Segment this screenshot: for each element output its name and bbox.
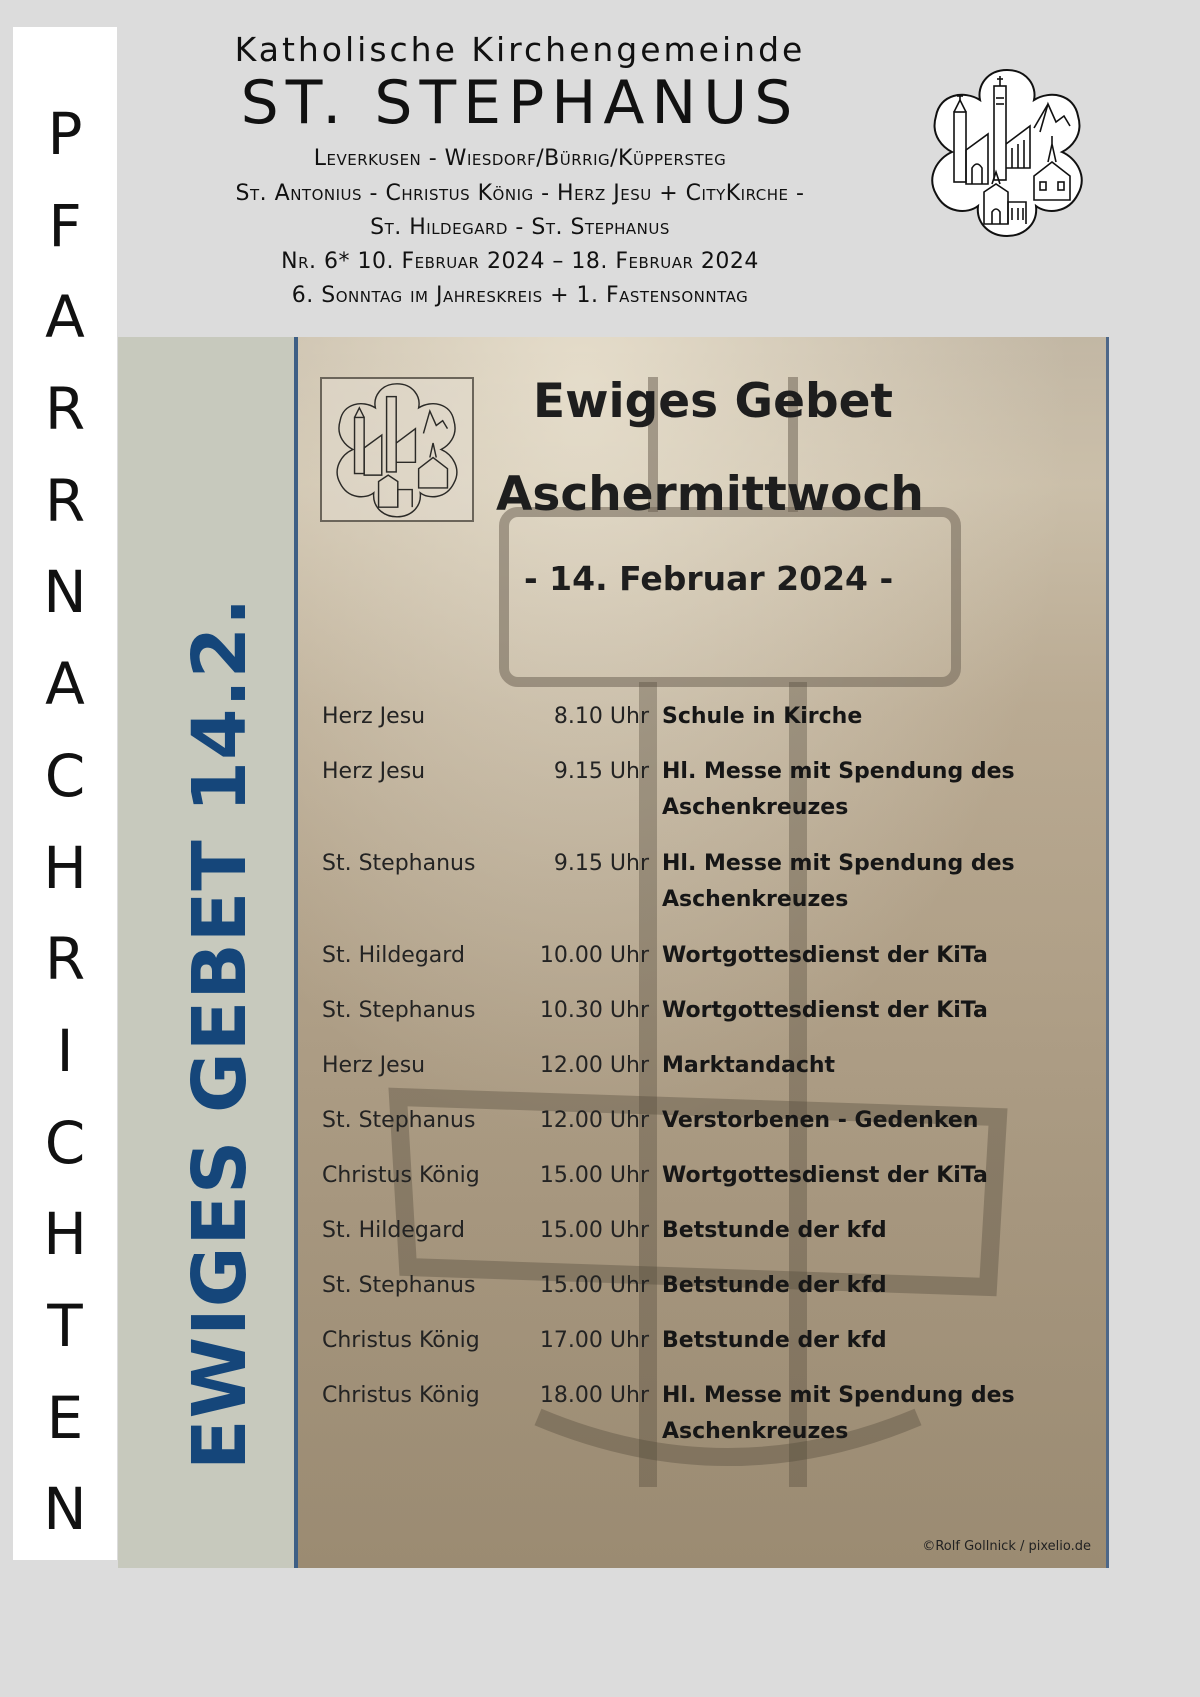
schedule-location: Herz Jesu	[322, 759, 426, 784]
schedule-time: 10.00 Uhr	[539, 943, 649, 968]
schedule-time: 18.00 Uhr	[539, 1383, 649, 1408]
schedule-location: St. Hildegard	[322, 1218, 465, 1243]
schedule-time: 10.30 Uhr	[539, 998, 649, 1023]
schedule-row	[322, 754, 1082, 846]
poster-parish-logo	[320, 377, 474, 522]
vertical-title-letter: C	[44, 1108, 86, 1177]
schedule-row	[322, 846, 1082, 938]
churches-line-2: St. Hildegard - St. Stephanus	[370, 215, 670, 240]
schedule-location: Herz Jesu	[322, 1053, 426, 1078]
vertical-title-letter: N	[43, 1475, 87, 1544]
poster-date: - 14. Februar 2024 -	[524, 559, 894, 598]
schedule-time: 15.00 Uhr	[539, 1273, 649, 1298]
schedule-time: 15.00 Uhr	[539, 1163, 649, 1188]
schedule-time: 8.10 Uhr	[553, 704, 649, 729]
schedule-event: Wortgottesdienst der KiTa	[662, 998, 988, 1023]
vertical-title-letter: H	[43, 1200, 87, 1269]
photo-credit: ©Rolf Gollnick / pixelio.de	[922, 1539, 1091, 1554]
parish-logo	[922, 64, 1092, 240]
vertical-title-letter: I	[56, 1016, 74, 1085]
schedule-event: Marktandacht	[662, 1053, 836, 1078]
vertical-title-letter: R	[44, 925, 86, 994]
schedule-time: 12.00 Uhr	[539, 1108, 649, 1133]
schedule-location: Christus König	[322, 1383, 480, 1408]
schedule-row	[322, 1268, 1082, 1323]
schedule-row	[322, 1158, 1082, 1213]
schedule-row	[322, 1103, 1082, 1158]
poster-frame	[1106, 337, 1109, 1568]
vertical-title-letter: N	[43, 558, 87, 627]
schedule-row	[322, 1323, 1082, 1378]
vertical-title-letter: F	[48, 191, 82, 260]
schedule-row	[322, 699, 1082, 754]
schedule-location: St. Stephanus	[322, 1108, 476, 1133]
band-headline: EWIGES GEBET 14.2.	[177, 596, 263, 1470]
schedule-location: St. Stephanus	[322, 851, 476, 876]
schedule-event: Betstunde der kfd	[662, 1328, 887, 1353]
header	[120, 0, 1109, 337]
schedule-location: Christus König	[322, 1328, 480, 1353]
schedule-location: St. Stephanus	[322, 998, 476, 1023]
poster-subtitle: Aschermittwoch	[496, 467, 924, 522]
vertical-title-letter: A	[45, 283, 85, 352]
schedule-event: Hl. Messe mit Spendung des Aschenkreuzes	[662, 851, 1015, 912]
vertical-title	[13, 89, 117, 1556]
vertical-title-letter: A	[45, 650, 85, 719]
issue-line: Nr. 6* 10. Februar 2024 – 18. Februar 2024	[281, 249, 759, 274]
vertical-title-strip	[13, 27, 117, 1560]
schedule-row	[322, 1378, 1082, 1470]
schedule-location: St. Stephanus	[322, 1273, 476, 1298]
schedule-time: 12.00 Uhr	[539, 1053, 649, 1078]
schedule-event: Betstunde der kfd	[662, 1273, 887, 1298]
schedule-location: Christus König	[322, 1163, 480, 1188]
schedule-row	[322, 1048, 1082, 1103]
vertical-title-letter: H	[43, 833, 87, 902]
sundays-line: 6. Sonntag im Jahreskreis + 1. Fastensonntag	[291, 283, 749, 308]
vertical-title-letter: T	[47, 1291, 83, 1360]
vertical-title-letter: R	[44, 466, 86, 535]
schedule-event: Wortgottesdienst der KiTa	[662, 943, 988, 968]
schedule-row	[322, 1213, 1082, 1268]
poster-title: Ewiges Gebet	[533, 374, 893, 429]
schedule-event: Schule in Kirche	[662, 704, 863, 729]
schedule-event: Betstunde der kfd	[662, 1218, 887, 1243]
schedule-row	[322, 993, 1082, 1048]
schedule-time: 9.15 Uhr	[553, 759, 649, 784]
vertical-title-letter: P	[47, 100, 83, 168]
schedule-time: 15.00 Uhr	[539, 1218, 649, 1243]
vertical-title-letter: E	[46, 1383, 84, 1452]
schedule-location: St. Hildegard	[322, 943, 465, 968]
schedule-time: 9.15 Uhr	[553, 851, 649, 876]
places-line: Leverkusen - Wiesdorf/Bürrig/Küppersteg	[313, 146, 727, 171]
churches-line-1: St. Antonius - Christus König - Herz Jesu + CityKirche -	[235, 181, 805, 206]
schedule-location: Herz Jesu	[322, 704, 426, 729]
parish-line: Katholische Kirchengemeinde	[234, 30, 806, 69]
schedule-event: Hl. Messe mit Spendung des Aschenkreuzes	[662, 1383, 1015, 1444]
schedule-time: 17.00 Uhr	[539, 1328, 649, 1353]
schedule-row	[322, 938, 1082, 993]
parish-name: ST. STEPHANUS	[240, 68, 800, 138]
schedule-table	[322, 699, 1082, 1470]
schedule-event: Verstorbenen - Gedenken	[662, 1108, 979, 1133]
poster	[298, 337, 1109, 1568]
vertical-title-letter: R	[44, 375, 86, 444]
vertical-title-letter: C	[44, 741, 86, 810]
schedule-event: Hl. Messe mit Spendung des Aschenkreuzes	[662, 759, 1015, 820]
schedule-event: Wortgottesdienst der KiTa	[662, 1163, 988, 1188]
